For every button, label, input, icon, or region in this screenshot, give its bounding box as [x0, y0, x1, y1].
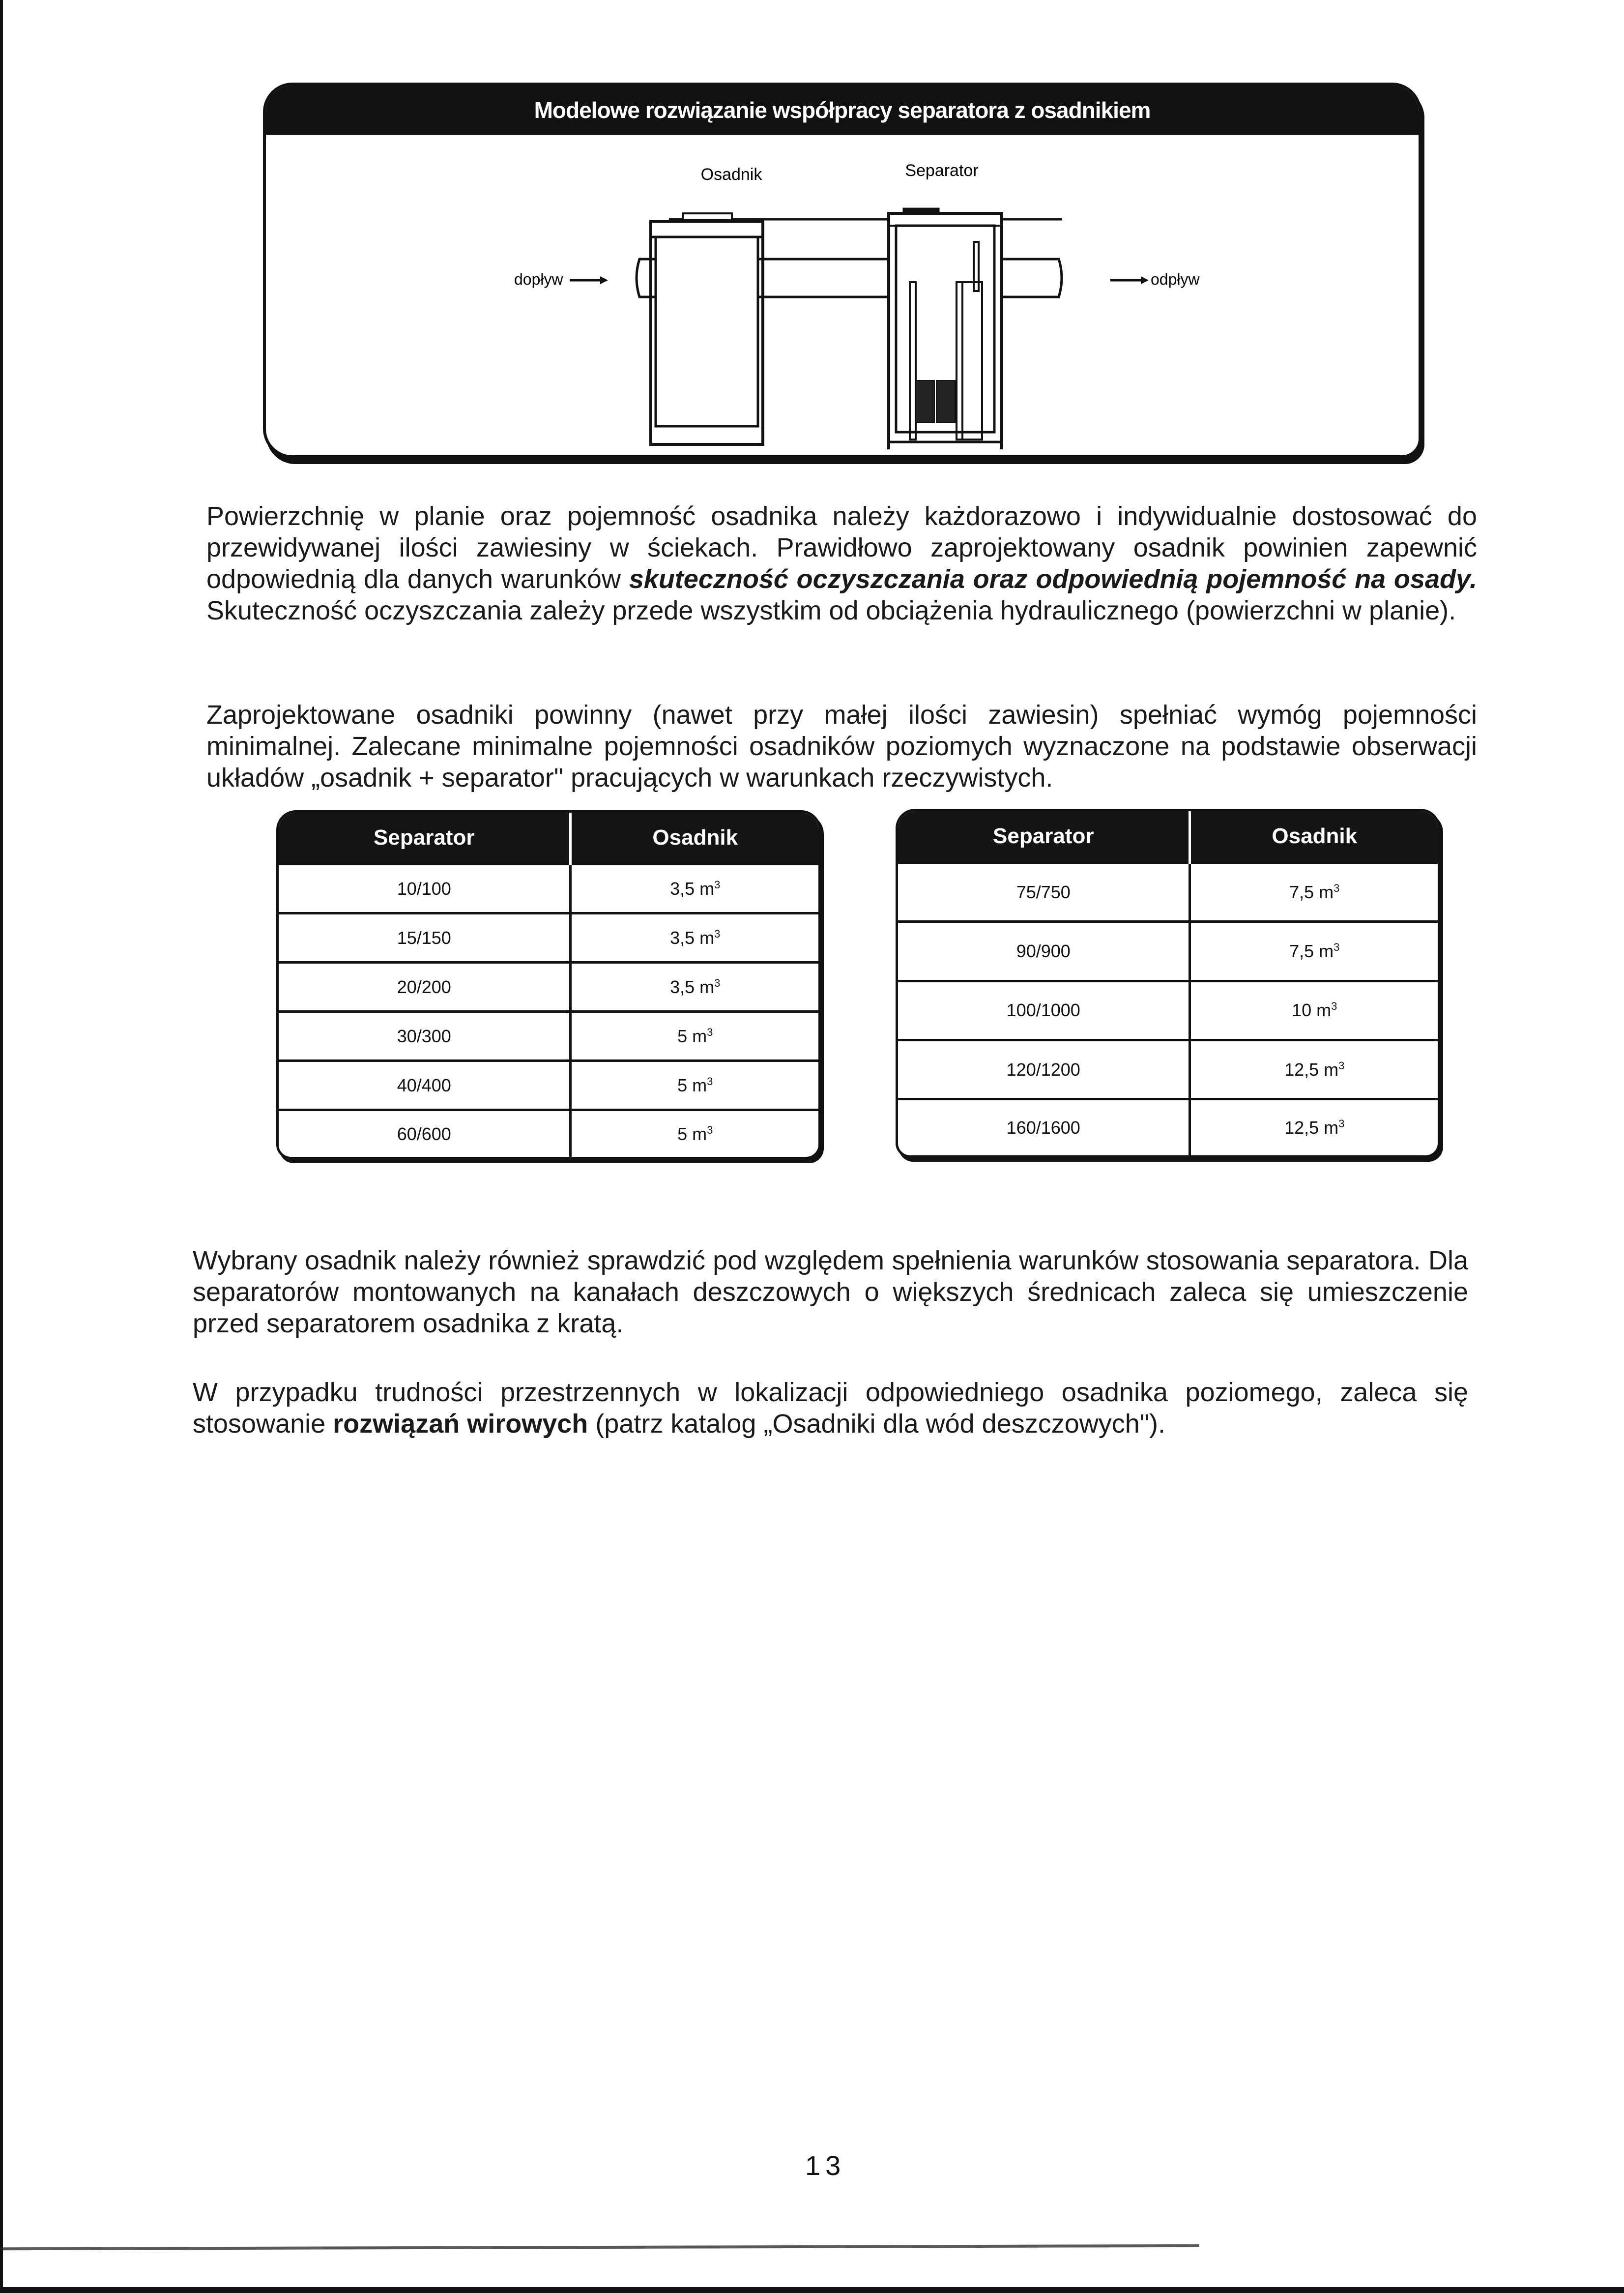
cell-separator: 75/750: [898, 863, 1190, 922]
table-row: [898, 863, 1438, 922]
label-separator: Separator: [905, 161, 979, 180]
column-header-separator: Separator: [898, 811, 1190, 863]
table-row: [279, 1110, 818, 1157]
separator-tank: [889, 208, 1002, 449]
page-number: 13: [805, 2150, 846, 2181]
capacity-table-right: [896, 809, 1440, 1158]
paragraph-grate-recommendation: Wybrany osadnik należy również sprawdzić pod względem spełnienia warunków stosowania separatora. Dla separatorów montowanych na kanałach deszczowych o większych średnicach zaleca się umieszczenie przed separatorem osadnika z kratą.: [193, 1246, 1468, 1338]
cell-separator: 160/1600: [898, 1099, 1190, 1155]
table-row: [279, 913, 818, 963]
paragraph-text: W przypadku trudności przestrzennych w lokalizacji odpowiedniego osadnika poziomego, zaleca się stosowanie: [193, 1378, 1468, 1439]
capacity-table-left: [276, 810, 821, 1159]
cell-osadnik: 3,5 $m^3$: [571, 913, 818, 963]
table-row: [898, 981, 1438, 1040]
diagram-header: [266, 86, 1419, 135]
separator-settler-diagram: [266, 135, 1419, 449]
label-outflow: odpływ: [1151, 270, 1200, 288]
paragraph-capacity: [206, 500, 1477, 626]
cell-osadnik: 5 $m^3$: [571, 1110, 818, 1157]
diagram-panel: [263, 83, 1421, 458]
inflow-arrow-icon: [570, 276, 608, 284]
cell-osadnik: 12,5 $m^3$: [1190, 1040, 1438, 1099]
column-header-separator: Separator: [279, 813, 571, 864]
column-header-osadnik: Osadnik: [571, 813, 818, 864]
column-header-osadnik: Osadnik: [1190, 811, 1438, 863]
cell-osadnik: 10 $m^3$: [1190, 981, 1438, 1040]
paragraph-text: (patrz katalog „Osadniki dla wód deszczowych").: [588, 1409, 1165, 1439]
cell-osadnik: 7,5 $m^3$: [1190, 863, 1438, 922]
table-row: [279, 963, 818, 1012]
cell-osadnik: 7,5 $m^3$: [1190, 922, 1438, 981]
table-row: [279, 1061, 818, 1110]
paragraph-emphasis: skuteczność oczyszczania oraz odpowiednią pojemność na osady.: [629, 564, 1477, 594]
label-osadnik: Osadnik: [700, 165, 762, 184]
cell-separator: 15/150: [279, 913, 571, 963]
cell-separator: 20/200: [279, 963, 571, 1012]
cell-osadnik: 3,5 $m^3$: [571, 963, 818, 1012]
paragraph-text: Powierzchnię w planie oraz pojemność osadnika należy każdorazowo i indywidualnie dostosować do przewidywanej ilości zawiesiny w ściekach. Prawidłowo zaprojektowany osadnik powinien zapewnić odpowiednią dla danych warunków: [206, 501, 1477, 594]
cell-separator: 120/1200: [898, 1040, 1190, 1099]
cell-osadnik: 3,5 $m^3$: [571, 864, 818, 913]
label-inflow: dopływ: [514, 270, 563, 288]
paragraph-vortex-solutions: [193, 1377, 1468, 1440]
table-row: [898, 1040, 1438, 1099]
cell-separator: 90/900: [898, 922, 1190, 981]
cell-separator: 30/300: [279, 1012, 571, 1061]
scan-page-edge-left: [0, 0, 3, 2293]
paragraph-text: Skuteczność oczyszczania zależy przede wszystkim od obciążenia hydraulicznego (powierzchni w planie).: [206, 596, 1456, 625]
table-row: [898, 1099, 1438, 1155]
table-row: [898, 922, 1438, 981]
cell-separator: 60/600: [279, 1110, 571, 1157]
cell-separator: 10/100: [279, 864, 571, 913]
osadnik-tank: [650, 184, 763, 444]
cell-osadnik: 5 $m^3$: [571, 1061, 818, 1110]
scan-page-edge-bottom: [0, 2287, 1624, 2293]
cell-separator: 40/400: [279, 1061, 571, 1110]
paragraph-minimum-capacity: Zaprojektowane osadniki powinny (nawet przy małej ilości zawiesin) spełniać wymóg pojemności minimalnej. Zalecane minimalne pojemności osadników poziomych wyznaczone na podstawie obserwacji układów „osadnik + separator" pracujących w warunkach rzeczywistych.: [206, 700, 1477, 793]
cell-osadnik: 12,5 $m^3$: [1190, 1099, 1438, 1155]
outflow-arrow-icon: [1110, 276, 1149, 284]
table-row: [279, 864, 818, 913]
cell-osadnik: 5 $m^3$: [571, 1012, 818, 1061]
cell-separator: 100/1000: [898, 981, 1190, 1040]
scan-artifact-line: [0, 2244, 1199, 2250]
paragraph-emphasis: rozwiązań wirowych: [333, 1409, 588, 1439]
diagram-title: Modelowe rozwiązanie współpracy separatora z osadnikiem: [534, 97, 1151, 123]
table-row: [279, 1012, 818, 1061]
